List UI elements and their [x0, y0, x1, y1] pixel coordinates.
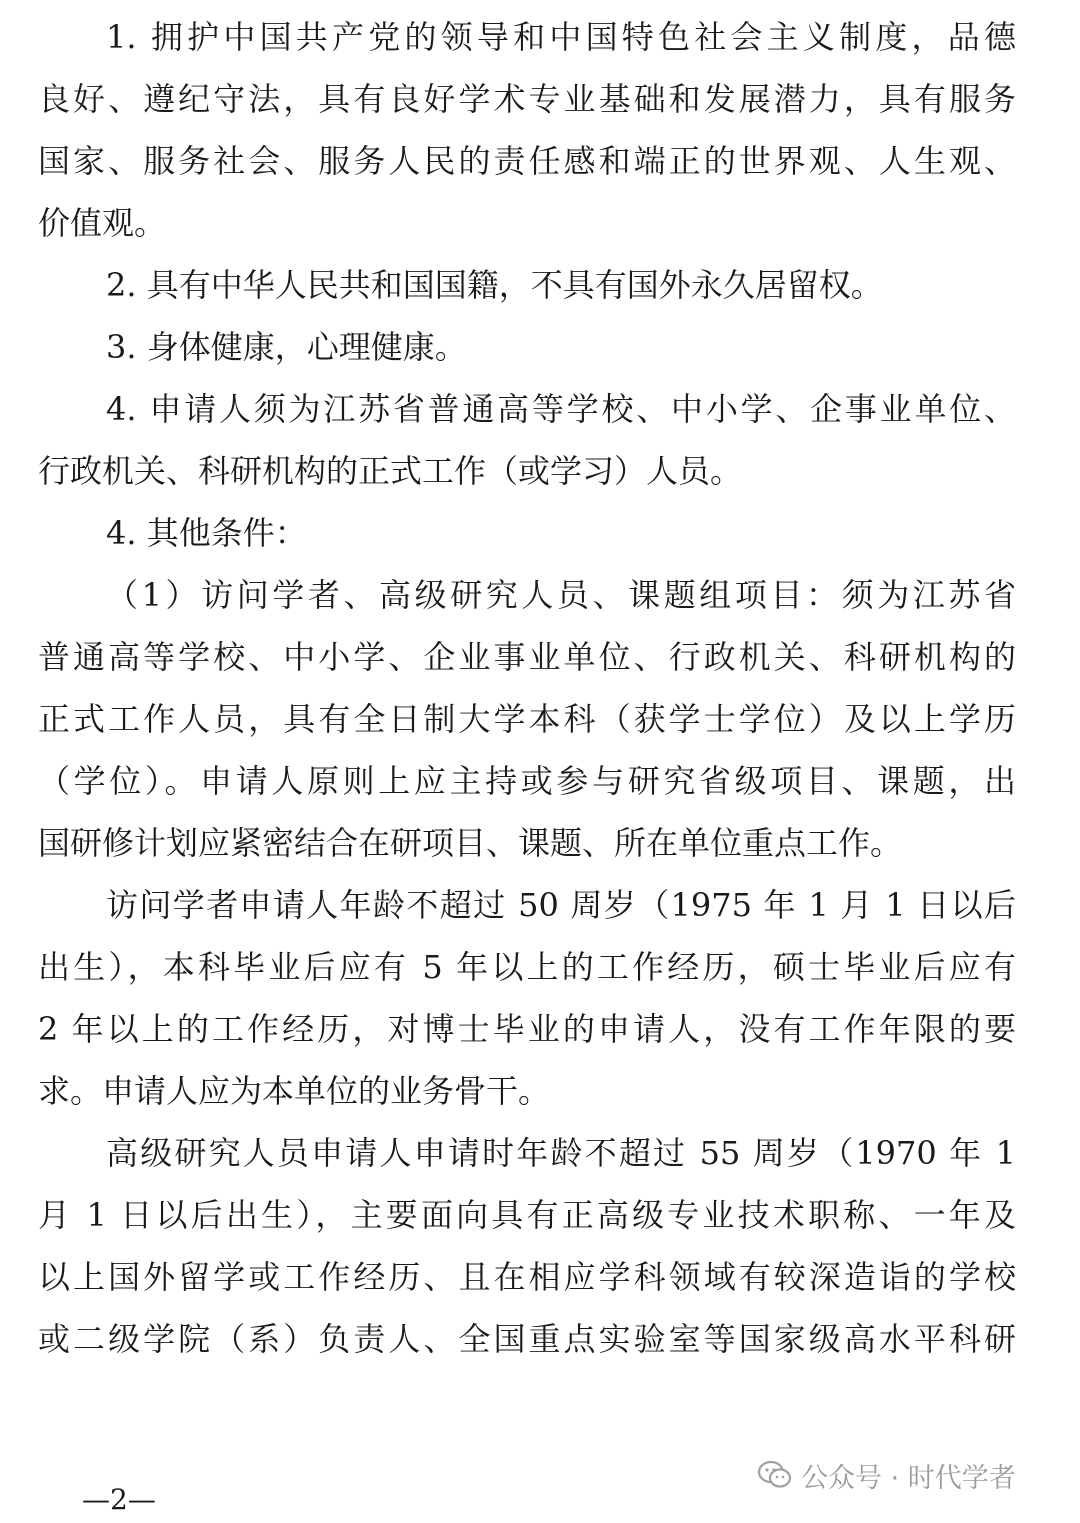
- text-line: 月 1 日以后出生），主要面向具有正高级专业技术职称、一年及: [38, 1196, 1016, 1234]
- text-line: 高级研究人员申请人申请时年龄不超过 55 周岁（1970 年 1: [106, 1134, 1016, 1172]
- watermark: [757, 1455, 1016, 1495]
- wechat-icon: [757, 1459, 793, 1491]
- text-line: 正式工作人员，具有全日制大学本科（获学士学位）及以上学历: [38, 700, 1016, 738]
- text-line: 价值观。: [38, 204, 167, 242]
- document-body: [38, 6, 1016, 1370]
- text-line: 2 年以上的工作经历，对博士毕业的申请人，没有工作年限的要: [38, 1010, 1016, 1048]
- text-line: 出生），本科毕业后应有 5 年以上的工作经历，硕士毕业后应有: [38, 948, 1016, 986]
- text-line: 1. 拥护中国共产党的领导和中国特色社会主义制度，品德: [106, 18, 1016, 56]
- text-line: 良好、遵纪守法，具有良好学术专业基础和发展潜力，具有服务: [38, 80, 1016, 118]
- text-line: 2. 具有中华人民共和国国籍，不具有国外永久居留权。: [106, 266, 883, 304]
- page-number: —2—: [82, 1483, 156, 1516]
- text-line: 4. 申请人须为江苏省普通高等学校、中小学、企事业单位、: [106, 390, 1016, 428]
- text-line: 3. 身体健康，心理健康。: [106, 328, 467, 366]
- text-line: 访问学者申请人年龄不超过 50 周岁（1975 年 1 月 1 日以后: [106, 886, 1016, 924]
- text-line: 行政机关、科研机构的正式工作（或学习）人员。: [38, 452, 743, 490]
- text-line: 普通高等学校、中小学、企业事业单位、行政机关、科研机构的: [38, 638, 1016, 676]
- text-line: （1）访问学者、高级研究人员、课题组项目：须为江苏省: [106, 576, 1016, 614]
- text-line: 求。申请人应为本单位的业务骨干。: [38, 1072, 551, 1110]
- text-line: 国研修计划应紧密结合在研项目、课题、所在单位重点工作。: [38, 824, 903, 862]
- text-line: （学位）。申请人原则上应主持或参与研究省级项目、课题，出: [38, 762, 1016, 800]
- text-line: 或二级学院（系）负责人、全国重点实验室等国家级高水平科研: [38, 1320, 1016, 1358]
- text-line: 以上国外留学或工作经历、且在相应学科领域有较深造诣的学校: [38, 1258, 1016, 1296]
- text-line: 4. 其他条件：: [106, 514, 307, 552]
- watermark-text: 公众号 · 时代学者: [801, 1462, 1016, 1494]
- text-line: 国家、服务社会、服务人民的责任感和端正的世界观、人生观、: [38, 142, 1016, 180]
